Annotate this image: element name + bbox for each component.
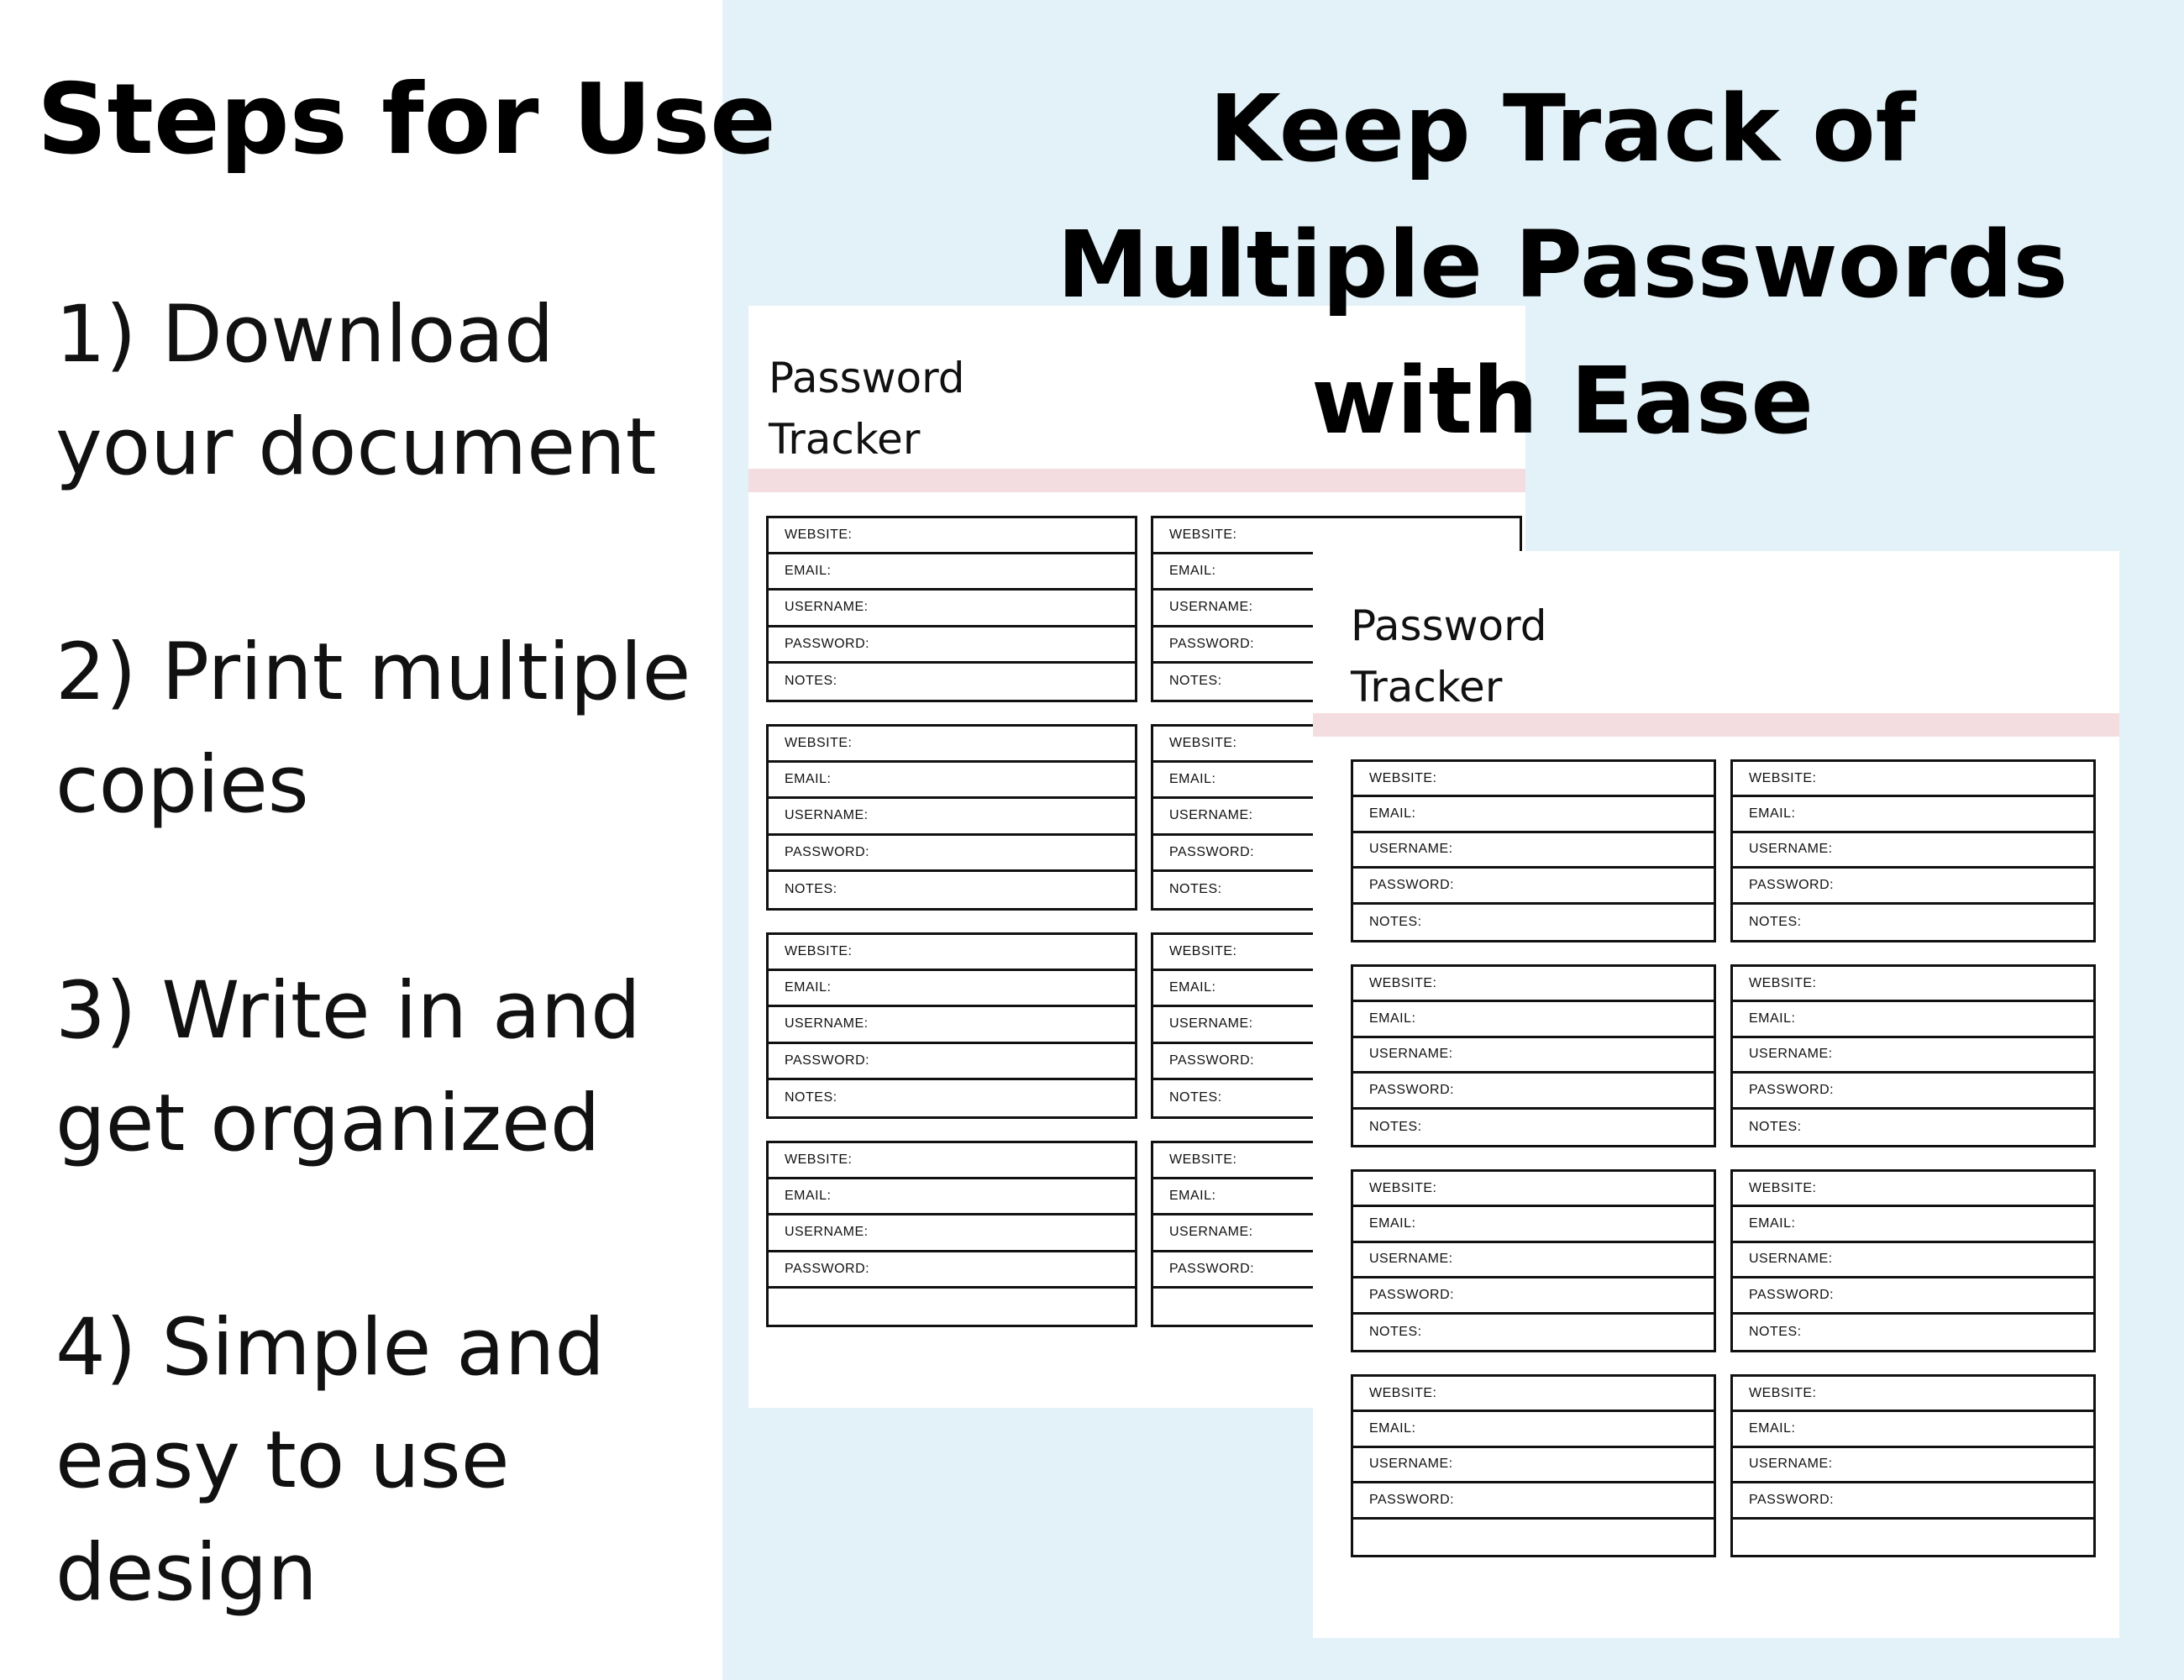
field-email-row[interactable] (769, 554, 1135, 591)
field-email-row[interactable] (769, 1179, 1135, 1215)
tracker-sheet-front (1313, 551, 2119, 1638)
field-label: EMAIL: (1749, 1216, 1796, 1231)
password-entry-card (766, 1141, 1137, 1327)
field-label: EMAIL: (1169, 1189, 1216, 1204)
headline (1025, 60, 2100, 469)
field-label: EMAIL: (1169, 980, 1216, 995)
sheet-title-line-1: Password (769, 354, 965, 402)
field-password-row[interactable] (1733, 1278, 2093, 1314)
field-label: NOTES: (1169, 1090, 1222, 1105)
sheet-title (769, 348, 965, 470)
field-label: EMAIL: (1749, 1011, 1796, 1026)
field-label: PASSWORD: (1369, 1082, 1455, 1097)
field-username-row[interactable] (1733, 1038, 2093, 1074)
field-label: EMAIL: (1369, 806, 1416, 822)
field-label: NOTES: (1169, 674, 1222, 689)
password-entry-card (1730, 964, 2096, 1147)
field-notes-row[interactable] (1353, 905, 1714, 940)
field-email-row[interactable] (1353, 1207, 1714, 1242)
field-username-row[interactable] (769, 799, 1135, 835)
field-notes-row[interactable] (1733, 905, 2093, 940)
field-notes-row[interactable] (1733, 1110, 2093, 1145)
field-label: USERNAME: (1169, 1016, 1253, 1032)
step-1-line-2: your document (55, 402, 657, 493)
field-label: PASSWORD: (1749, 1082, 1835, 1097)
field-label: WEBSITE: (1169, 1152, 1237, 1168)
field-notes-row[interactable] (769, 1289, 1135, 1325)
field-password-row[interactable] (769, 627, 1135, 664)
sheet-title-line-2: Tracker (1351, 663, 1503, 711)
field-password-row[interactable] (769, 836, 1135, 872)
step-4-line-3: design (55, 1527, 318, 1619)
field-website-row[interactable] (1733, 967, 2093, 1002)
field-label: PASSWORD: (1369, 877, 1455, 892)
field-website-row[interactable] (1353, 1172, 1714, 1207)
field-label: NOTES: (1369, 1324, 1422, 1339)
field-username-row[interactable] (769, 1215, 1135, 1252)
accent-bar (748, 469, 1525, 492)
field-label: WEBSITE: (1749, 1180, 1817, 1195)
field-label: WEBSITE: (1169, 944, 1237, 959)
field-website-row[interactable] (1353, 1377, 1714, 1412)
field-label: WEBSITE: (785, 1152, 853, 1168)
field-label: NOTES: (1169, 882, 1222, 897)
step-3 (55, 955, 641, 1180)
field-email-row[interactable] (1353, 797, 1714, 832)
field-label: NOTES: (785, 674, 837, 689)
field-notes-row[interactable] (769, 664, 1135, 700)
steps-title: Steps for Use (37, 63, 776, 176)
field-label: PASSWORD: (1169, 844, 1255, 859)
field-username-row[interactable] (1353, 833, 1714, 869)
field-email-row[interactable] (1733, 1002, 2093, 1037)
field-password-row[interactable] (1733, 1483, 2093, 1519)
field-label: USERNAME: (785, 600, 869, 615)
field-label: PASSWORD: (1749, 877, 1835, 892)
field-label: USERNAME: (1369, 1457, 1453, 1472)
field-label: EMAIL: (1369, 1421, 1416, 1436)
field-label: USERNAME: (1749, 1457, 1833, 1472)
field-label: WEBSITE: (785, 528, 853, 543)
field-username-row[interactable] (1733, 1243, 2093, 1278)
field-website-row[interactable] (769, 518, 1135, 554)
field-label: NOTES: (1749, 914, 1802, 929)
field-label: USERNAME: (1369, 842, 1453, 857)
field-label: NOTES: (1369, 914, 1422, 929)
field-label: WEBSITE: (1369, 1385, 1437, 1400)
step-3-line-2: get organized (55, 1078, 601, 1169)
field-label: USERNAME: (785, 1225, 869, 1240)
field-label: EMAIL: (1169, 772, 1216, 787)
field-label: PASSWORD: (785, 636, 870, 651)
field-label: WEBSITE: (1369, 770, 1437, 785)
field-label: WEBSITE: (1749, 770, 1817, 785)
field-notes-row[interactable] (1353, 1110, 1714, 1145)
field-username-row[interactable] (1353, 1448, 1714, 1483)
field-username-row[interactable] (1353, 1243, 1714, 1278)
field-notes-row[interactable] (1733, 1520, 2093, 1555)
field-website-row[interactable] (769, 727, 1135, 763)
field-website-row[interactable] (1353, 762, 1714, 797)
field-label: EMAIL: (1749, 1421, 1796, 1436)
field-email-row[interactable] (769, 763, 1135, 799)
password-entry-card (1351, 964, 1716, 1147)
field-label: USERNAME: (1369, 1252, 1453, 1267)
field-label: USERNAME: (1749, 1252, 1833, 1267)
field-website-row[interactable] (769, 1143, 1135, 1179)
password-entry-card (766, 724, 1137, 911)
field-password-row[interactable] (769, 1044, 1135, 1080)
field-email-row[interactable] (1353, 1002, 1714, 1037)
field-email-row[interactable] (1353, 1412, 1714, 1447)
step-2 (55, 617, 690, 842)
field-label: EMAIL: (785, 980, 832, 995)
step-2-line-1: 2) Print multiple (55, 627, 691, 718)
field-label: WEBSITE: (1169, 736, 1237, 751)
password-entry-card (1730, 759, 2096, 942)
field-label: PASSWORD: (785, 844, 870, 859)
field-username-row[interactable] (1733, 833, 2093, 869)
field-label: EMAIL: (785, 1189, 832, 1204)
field-label: EMAIL: (1169, 564, 1216, 579)
field-email-row[interactable] (1733, 1412, 2093, 1447)
field-website-row[interactable] (1153, 518, 1520, 554)
field-label: NOTES: (1749, 1119, 1802, 1134)
field-label: EMAIL: (785, 772, 832, 787)
password-entry-card (766, 516, 1137, 702)
password-entry-card (1730, 1374, 2096, 1557)
step-1-line-1: 1) Download (55, 289, 554, 381)
field-website-row[interactable] (1733, 1172, 2093, 1207)
field-username-row[interactable] (769, 1007, 1135, 1043)
field-email-row[interactable] (769, 971, 1135, 1007)
headline-line-3: with Ease (1311, 347, 1814, 454)
step-2-line-2: copies (55, 739, 309, 831)
step-1 (55, 279, 657, 504)
field-label: USERNAME: (1749, 1047, 1833, 1062)
field-label: USERNAME: (1749, 842, 1833, 857)
field-label: EMAIL: (785, 564, 832, 579)
field-password-row[interactable] (1353, 1278, 1714, 1314)
field-label: PASSWORD: (1749, 1492, 1835, 1507)
field-password-row[interactable] (1733, 869, 2093, 904)
password-entry-card (1351, 1374, 1716, 1557)
field-label: USERNAME: (1169, 808, 1253, 823)
field-label: NOTES: (1369, 1119, 1422, 1134)
field-email-row[interactable] (1733, 797, 2093, 832)
field-label: NOTES: (785, 882, 837, 897)
field-label: WEBSITE: (1749, 1385, 1817, 1400)
field-password-row[interactable] (1353, 869, 1714, 904)
field-password-row[interactable] (1733, 1074, 2093, 1109)
sheet-title-line-2: Tracker (769, 415, 921, 464)
field-label: WEBSITE: (785, 944, 853, 959)
password-entry-card (1351, 759, 1716, 942)
field-label: USERNAME: (1169, 1225, 1253, 1240)
field-label: WEBSITE: (1369, 1180, 1437, 1195)
field-label: EMAIL: (1369, 1216, 1416, 1231)
field-label: WEBSITE: (1369, 975, 1437, 990)
field-password-row[interactable] (769, 1252, 1135, 1289)
field-label: PASSWORD: (1169, 1053, 1255, 1068)
field-label: USERNAME: (1169, 600, 1253, 615)
password-entry-card (1351, 1169, 1716, 1352)
field-label: USERNAME: (785, 808, 869, 823)
field-label: PASSWORD: (1169, 636, 1255, 651)
step-4 (55, 1292, 605, 1630)
field-website-row[interactable] (1733, 762, 2093, 797)
field-label: WEBSITE: (1749, 975, 1817, 990)
field-label: EMAIL: (1369, 1011, 1416, 1026)
field-label: PASSWORD: (1369, 1287, 1455, 1302)
field-label: WEBSITE: (1169, 528, 1237, 543)
field-label: USERNAME: (1369, 1047, 1453, 1062)
field-label: NOTES: (785, 1090, 837, 1105)
field-label: PASSWORD: (1369, 1492, 1455, 1507)
step-3-line-1: 3) Write in and (55, 965, 641, 1057)
field-notes-row[interactable] (769, 1080, 1135, 1116)
field-password-row[interactable] (1353, 1483, 1714, 1519)
accent-bar (1313, 713, 2119, 737)
field-label: PASSWORD: (1169, 1261, 1255, 1276)
field-password-row[interactable] (1353, 1074, 1714, 1109)
field-username-row[interactable] (1733, 1448, 2093, 1483)
field-website-row[interactable] (1353, 967, 1714, 1002)
field-label: PASSWORD: (785, 1261, 870, 1276)
field-website-row[interactable] (1733, 1377, 2093, 1412)
sheet-title (1351, 596, 1547, 718)
field-notes-row[interactable] (1353, 1520, 1714, 1555)
field-email-row[interactable] (1733, 1207, 2093, 1242)
field-label: PASSWORD: (1749, 1287, 1835, 1302)
field-notes-row[interactable] (769, 872, 1135, 908)
step-4-line-1: 4) Simple and (55, 1302, 606, 1394)
field-label: EMAIL: (1749, 806, 1796, 822)
field-username-row[interactable] (1353, 1038, 1714, 1074)
password-entry-card (1730, 1169, 2096, 1352)
step-4-line-2: easy to use (55, 1415, 510, 1506)
field-notes-row[interactable] (1733, 1315, 2093, 1350)
field-website-row[interactable] (769, 935, 1135, 971)
field-label: NOTES: (1749, 1324, 1802, 1339)
sheet-title-line-1: Password (1351, 601, 1547, 650)
field-label: PASSWORD: (785, 1053, 870, 1068)
field-label: USERNAME: (785, 1016, 869, 1032)
field-username-row[interactable] (769, 591, 1135, 627)
password-entry-card (766, 932, 1137, 1119)
headline-line-1: Keep Track of (1209, 75, 1916, 182)
field-notes-row[interactable] (1353, 1315, 1714, 1350)
headline-line-2: Multiple Passwords (1057, 211, 2068, 318)
field-label: WEBSITE: (785, 736, 853, 751)
